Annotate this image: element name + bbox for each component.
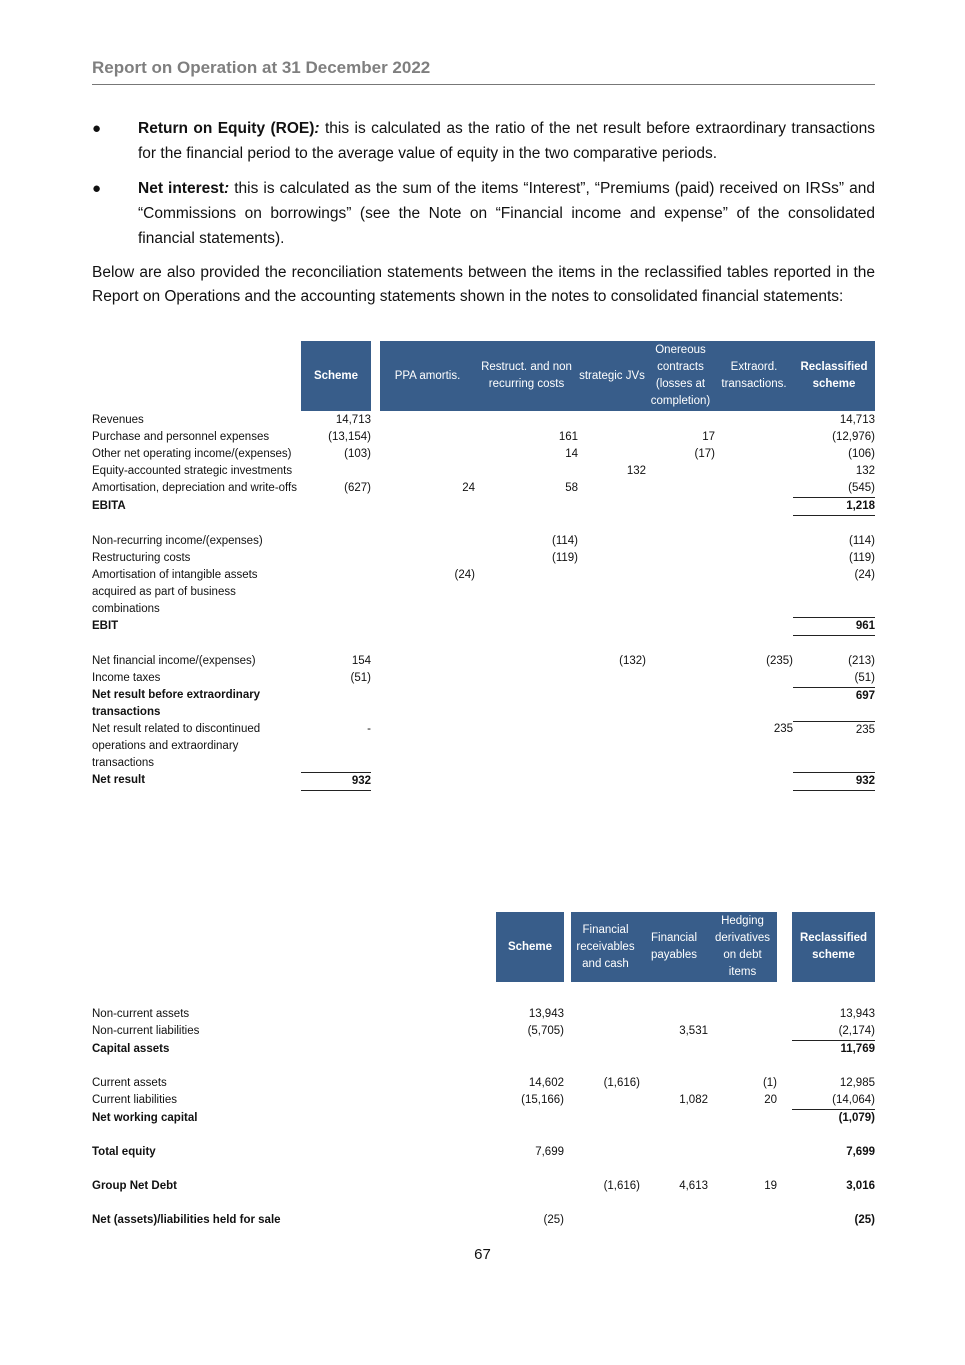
col-header-fin-receivables: Financial receivables and cash — [571, 912, 640, 982]
table-row-ebit — [92, 618, 875, 636]
table-row-net-result-before — [92, 687, 875, 721]
cell-extraord — [715, 412, 793, 429]
row-label: Other net operating income/(expenses) — [92, 448, 292, 460]
cell-reclassified: (25) — [854, 1214, 875, 1226]
cell-reclassified: 932 — [793, 772, 875, 790]
col-header-extraord: Extraord. transactions. — [715, 341, 793, 411]
cell-onerous — [646, 412, 715, 429]
bullet-body: this is calculated as the sum of the items “Interest”, “Premiums (paid) received on IRSs” and “Commissions on borrowings” (see the Note on “Financial income and expense” of the consolidated financial statements). — [138, 180, 875, 247]
row-label: Amortisation, depreciation and write-offs — [92, 482, 297, 494]
page-number: 67 — [474, 1246, 491, 1263]
cell-reclassified: (119) — [849, 551, 875, 564]
cell-ppa — [380, 412, 475, 429]
row-label: EBIT — [92, 619, 119, 632]
cell-fin-payables: 4,613 — [679, 1180, 708, 1192]
cell-reclassified: 11,769 — [840, 1043, 875, 1055]
table-row-ebita — [92, 498, 875, 516]
cell-reclassified: 697 — [793, 687, 875, 721]
row-label: Capital assets — [92, 1042, 170, 1055]
table-row — [92, 567, 875, 618]
row-label: Net result — [92, 774, 146, 786]
row-label: Group Net Debt — [92, 1180, 177, 1192]
row-label: Net financial income/(expenses) — [92, 654, 256, 667]
cell-scheme: (51) — [350, 671, 371, 684]
table-row — [92, 463, 875, 480]
cell-reclassified: (24) — [854, 568, 875, 581]
table-row — [92, 1023, 875, 1041]
table-row — [92, 412, 875, 429]
cell-restruct: 161 — [558, 431, 578, 443]
cell-scheme: (15,166) — [521, 1094, 564, 1106]
row-label: Non-current assets — [92, 1008, 190, 1020]
table-row — [92, 429, 875, 446]
cell-ppa: (24) — [454, 568, 475, 581]
cell-reclassified: (213) — [848, 654, 875, 667]
col-header-fin-payables: Financial payables — [640, 912, 708, 982]
table-row — [92, 653, 875, 670]
cell-fin-receivables: (1,616) — [603, 1077, 640, 1089]
table-row-net-result — [92, 772, 875, 790]
cell-scheme: (103) — [344, 448, 371, 460]
cell-scheme — [301, 463, 371, 480]
cell-reclassified: (51) — [793, 670, 875, 688]
table-row — [92, 721, 875, 772]
cell-reclassified: 1,218 — [793, 498, 875, 516]
cell-hedging: 19 — [764, 1180, 777, 1192]
cell-onerous — [646, 463, 715, 480]
cell-restruct: (114) — [552, 534, 578, 547]
col-header-restruct: Restruct. and non recurring costs — [475, 341, 578, 411]
table-row-capital-assets — [92, 1041, 875, 1059]
income-reconciliation-table — [92, 341, 875, 791]
cell-jvs — [578, 412, 646, 429]
cell-extraord — [715, 446, 793, 463]
row-label: Net (assets)/liabilities held for sale — [92, 1214, 281, 1226]
cell-reclassified: 7,699 — [846, 1146, 875, 1158]
cell-restruct: 14 — [565, 448, 578, 460]
bullet-colon: : — [224, 180, 230, 197]
cell-reclassified: 961 — [793, 618, 875, 636]
cell-scheme: - — [367, 723, 371, 735]
cell-scheme: 154 — [351, 654, 371, 667]
row-label: Equity-accounted strategic investments — [92, 465, 293, 477]
cell-restruct: 58 — [565, 482, 578, 494]
table-row — [92, 550, 875, 567]
col-header-reclassified: Reclassified scheme — [793, 341, 875, 411]
cell-reclassified: (106) — [848, 448, 875, 460]
row-label: Income taxes — [92, 671, 161, 684]
cell-onerous — [646, 480, 715, 498]
table-row — [92, 446, 875, 463]
row-label: Current liabilities — [92, 1094, 178, 1106]
row-label: EBITA — [92, 499, 126, 512]
cell-scheme: (5,705) — [527, 1025, 564, 1037]
balance-reconciliation-table — [92, 912, 875, 1229]
bullet-dot: ● — [92, 180, 102, 197]
bullet-text — [138, 176, 875, 251]
table-row — [92, 670, 875, 688]
cell-fin-payables: 1,082 — [679, 1094, 708, 1106]
row-label: Net result before extraordinary transactions — [92, 689, 261, 718]
bullet-term: Net interest — [138, 180, 225, 197]
col-header-jvs: strategic JVs — [578, 341, 646, 411]
bullet-net-interest — [92, 176, 875, 251]
row-label: Net working capital — [92, 1111, 198, 1124]
cell-reclassified: 132 — [855, 465, 875, 477]
cell-extraord: 235 — [773, 723, 793, 735]
cell-reclassified: 235 — [793, 721, 875, 772]
cell-ppa — [380, 446, 475, 463]
cell-restruct: (119) — [552, 551, 578, 564]
row-label: Total equity — [92, 1146, 156, 1158]
cell-reclassified: 14,713 — [839, 414, 875, 426]
cell-ppa — [380, 463, 475, 480]
row-label: Restructuring costs — [92, 551, 191, 564]
row-label: Purchase and personnel expenses — [92, 431, 270, 443]
cell-reclassified: (545) — [848, 482, 875, 494]
cell-restruct — [475, 412, 578, 429]
cell-jvs — [578, 446, 646, 463]
table-row-net-working-capital — [92, 1110, 875, 1128]
cell-extraord: (235) — [766, 654, 793, 667]
table-row-held-for-sale — [92, 1212, 875, 1229]
cell-ppa: 24 — [462, 482, 475, 494]
row-label: Non-current liabilities — [92, 1025, 200, 1037]
col-header-scheme: Scheme — [301, 341, 371, 411]
cell-scheme: 7,699 — [535, 1146, 564, 1158]
bullet-roe — [92, 116, 875, 166]
cell-scheme: 932 — [301, 772, 371, 790]
cell-fin-payables: 3,531 — [679, 1025, 708, 1037]
cell-scheme: (25) — [543, 1214, 564, 1226]
cell-jvs: 132 — [626, 465, 646, 477]
intro-paragraph: Below are also provided the reconciliation statements between the items in the reclassified tables reported in the Report on Operations and the accounting statements shown in the notes to consolidated financial statements: — [92, 264, 875, 305]
cell-onerous: (17) — [694, 448, 715, 460]
bullet-body: this is calculated as the ratio of the net result before extraordinary transactions for the financial period to the average value of equity in the two comparative periods. — [138, 120, 875, 162]
bullet-text — [138, 116, 875, 166]
cell-hedging: (1) — [762, 1077, 777, 1089]
cell-hedging: 20 — [764, 1094, 777, 1106]
cell-jvs — [578, 429, 646, 446]
row-label: Net result related to discontinued operations and extraordinary transactions — [92, 723, 261, 769]
bullet-dot: ● — [92, 120, 102, 137]
table-row-group-net-debt — [92, 1178, 875, 1195]
row-label: Revenues — [92, 414, 144, 426]
col-header-scheme: Scheme — [496, 912, 564, 982]
cell-reclassified: (114) — [849, 534, 875, 547]
cell-extraord — [715, 429, 793, 446]
cell-jvs — [578, 480, 646, 498]
table-row — [92, 1075, 875, 1092]
table-row — [92, 480, 875, 498]
cell-scheme: 14,713 — [335, 414, 371, 426]
cell-extraord — [715, 480, 793, 498]
report-title: Report on Operation at 31 December 2022 — [92, 58, 431, 77]
cell-reclassified: (1,079) — [838, 1112, 875, 1124]
cell-ppa — [380, 429, 475, 446]
col-header-reclassified: Reclassified scheme — [792, 912, 875, 982]
col-header-ppa: PPA amortis. — [380, 341, 475, 411]
bullet-term: Return on Equity (ROE) — [138, 120, 315, 137]
cell-reclassified: 12,985 — [839, 1077, 875, 1089]
cell-fin-receivables: (1,616) — [603, 1180, 640, 1192]
cell-reclassified: 3,016 — [846, 1180, 875, 1192]
cell-reclassified: (14,064) — [792, 1092, 875, 1110]
cell-reclassified: (12,976) — [832, 431, 875, 443]
row-label: Amortisation of intangible assets acquired as part of business combinations — [92, 568, 258, 615]
col-header-hedging: Hedging derivatives on debt items — [708, 912, 777, 982]
cell-jvs: (132) — [619, 654, 646, 667]
bullet-colon: : — [314, 120, 320, 137]
table-row — [92, 1092, 875, 1110]
table-row-total-equity — [92, 1144, 875, 1161]
table-row — [92, 1006, 875, 1023]
cell-reclassified: (2,174) — [792, 1023, 875, 1041]
cell-scheme: (627) — [344, 482, 371, 494]
table-row — [92, 533, 875, 550]
row-label: Non-recurring income/(expenses) — [92, 534, 263, 547]
row-label: Current assets — [92, 1077, 167, 1089]
cell-onerous: 17 — [702, 431, 715, 443]
cell-scheme: 13,943 — [528, 1008, 564, 1020]
cell-scheme: 14,602 — [528, 1077, 564, 1089]
cell-extraord — [715, 463, 793, 480]
col-header-onerous: Onereous contracts (losses at completion) — [646, 341, 715, 411]
cell-reclassified: 13,943 — [839, 1008, 875, 1020]
page-header — [92, 58, 875, 85]
cell-scheme: (13,154) — [328, 431, 371, 443]
cell-restruct — [475, 463, 578, 480]
